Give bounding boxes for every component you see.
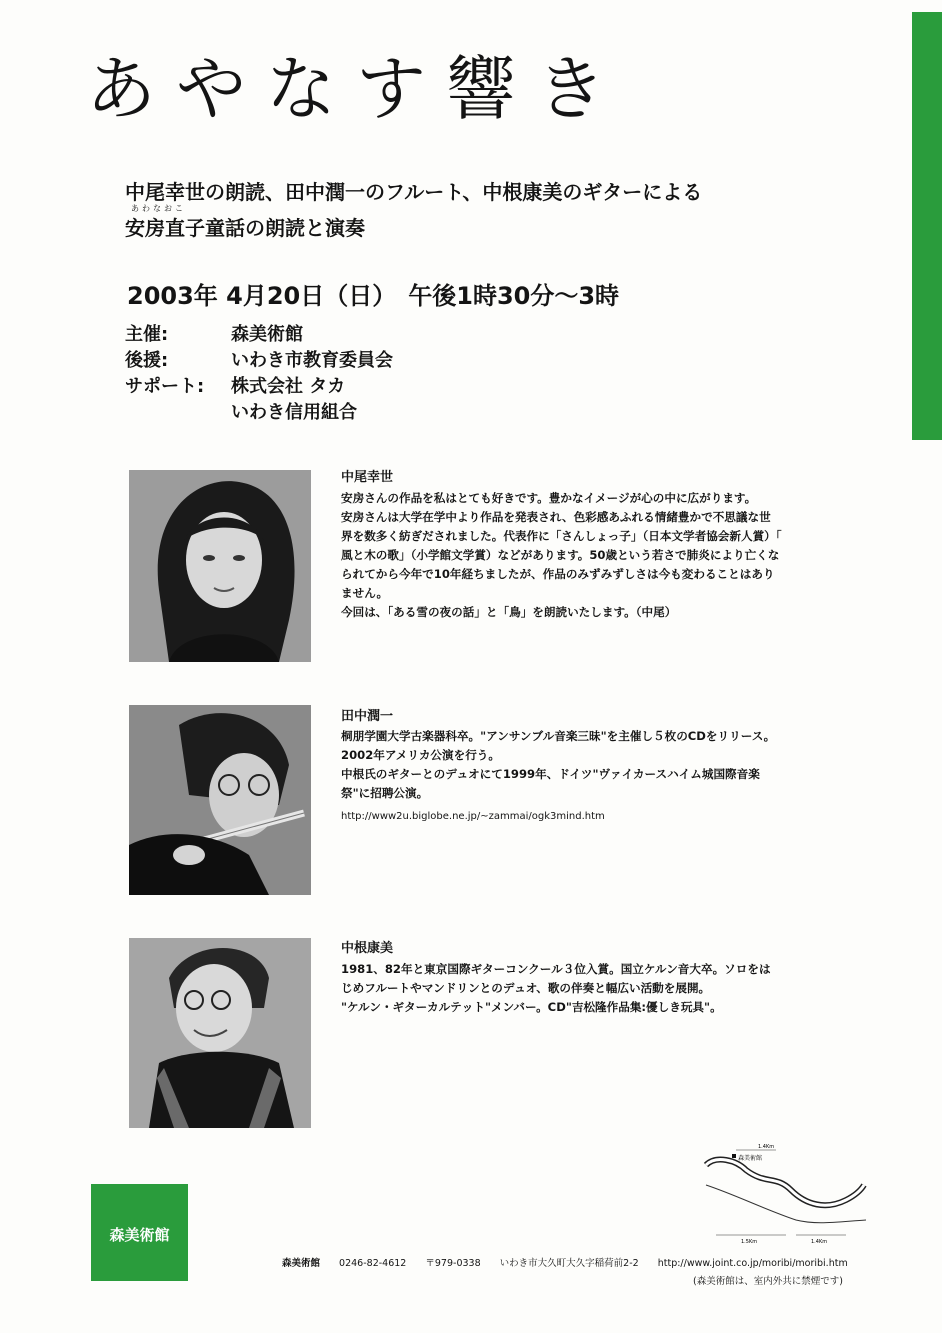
performer-photo-nakao: [129, 470, 311, 662]
host-value: 森美術館: [231, 324, 303, 345]
bio-line: 1981、82年と東京国際ギターコンクール３位入賞。国立ケルン音大卒。ソロをは: [341, 962, 771, 976]
support-label: サポート:: [125, 376, 205, 397]
performer-photo-tanaka: [129, 705, 311, 895]
footer-info: [282, 1255, 864, 1269]
performer-bio-nakane: [341, 960, 841, 1017]
event-date: 2003年 4月20日（日） 午後1時30分～3時: [127, 282, 620, 310]
subtitle-line2: 安房直子童話の朗読と演奏: [125, 216, 365, 240]
footer-phone: 0246-82-4612: [339, 1258, 407, 1269]
bio-line: 風と木の歌」（小学館文学賞）などがあります。50歳という若さで肺炎により亡くな: [341, 548, 780, 562]
support-value-2: いわき信用組合: [231, 402, 357, 423]
performer-bio-nakao: [341, 489, 841, 622]
performer-name-nakane: 中根康美: [341, 941, 394, 956]
bio-line: られてから今年で10年経ちましたが、作品のみずみずしさは今も変わることはあり: [341, 567, 775, 581]
map-distance-top: 1.4Km: [758, 1144, 775, 1150]
bio-line: 今回は、「ある雪の夜の話」と「鳥」を朗読いたします。（中尾）: [341, 605, 677, 619]
bio-line: "ケルン・ギターカルテット"メンバー。CD"吉松隆作品集:優しき玩具"。: [341, 1000, 722, 1014]
bio-line: 2002年アメリカ公演を行う。: [341, 748, 500, 762]
bio-line: 界を数多く紡ぎだされました。代表作に「さんしょっ子」（日本文学者協会新人賞）「: [341, 529, 782, 543]
performer-url-tanaka[interactable]: http://www2u.biglobe.ne.jp/~zammai/ogk3mind.htm: [341, 811, 605, 822]
subtitle-line1: 中尾幸世の朗読、田中潤一のフルート、中根康美のギターによる: [125, 180, 703, 204]
bio-line: 中根氏のギターとのデュオにて1999年、ドイツ"ヴァイカースハイム城国際音楽: [341, 767, 760, 781]
green-accent-bar: [912, 12, 942, 440]
bio-line: 安房さんは大学在学中より作品を発表され、色彩感あふれる情緒豊かで不思議な世: [341, 510, 771, 524]
map-distance-right: 1.4Km: [811, 1239, 828, 1245]
bio-line: ません。: [341, 586, 389, 600]
footer-address: いわき市大久町大久字稲荷前2-2: [499, 1258, 639, 1269]
performer-photo-nakane: [129, 938, 311, 1128]
subtitle-ruby: あわなおこ: [131, 204, 186, 213]
performer-name-tanaka: 田中潤一: [341, 709, 394, 724]
performer-bio-tanaka: [341, 727, 841, 803]
map-distance-left: 1.5Km: [741, 1239, 758, 1245]
bio-line: 安房さんの作品を私はとても好きです。豊かなイメージが心の中に広がります。: [341, 491, 757, 505]
footer-museum-name: 森美術館: [282, 1258, 321, 1269]
bio-line: 祭"に招聘公演。: [341, 786, 429, 800]
map-museum-label: 森美術館: [738, 1155, 763, 1162]
performer-name-nakao: 中尾幸世: [341, 470, 394, 485]
museum-logo-text: 森美術館: [109, 1226, 170, 1244]
bio-line: 桐朋学園大学古楽器科卒。"アンサンブル音楽三昧"を主催し５枚のCDをリリース。: [341, 729, 776, 743]
sponsor-value: いわき市教育委員会: [231, 350, 393, 371]
footer-url[interactable]: http://www.joint.co.jp/moribi/moribi.htm: [657, 1258, 848, 1269]
bio-line: じめフルートやマンドリンとのデュオ、歌の伴奏と幅広い活動を展開。: [341, 981, 711, 995]
host-label: 主催:: [125, 324, 169, 345]
footer-postal: 〒979-0338: [425, 1258, 481, 1269]
footer-no-smoking-note: (森美術館は、室内外共に禁煙です): [693, 1276, 843, 1287]
museum-logo: [91, 1184, 188, 1281]
sponsor-label: 後援:: [125, 350, 169, 371]
access-map: [696, 1140, 871, 1250]
support-value-1: 株式会社 タカ: [231, 376, 346, 397]
page-title: あやなす響き: [86, 48, 626, 130]
